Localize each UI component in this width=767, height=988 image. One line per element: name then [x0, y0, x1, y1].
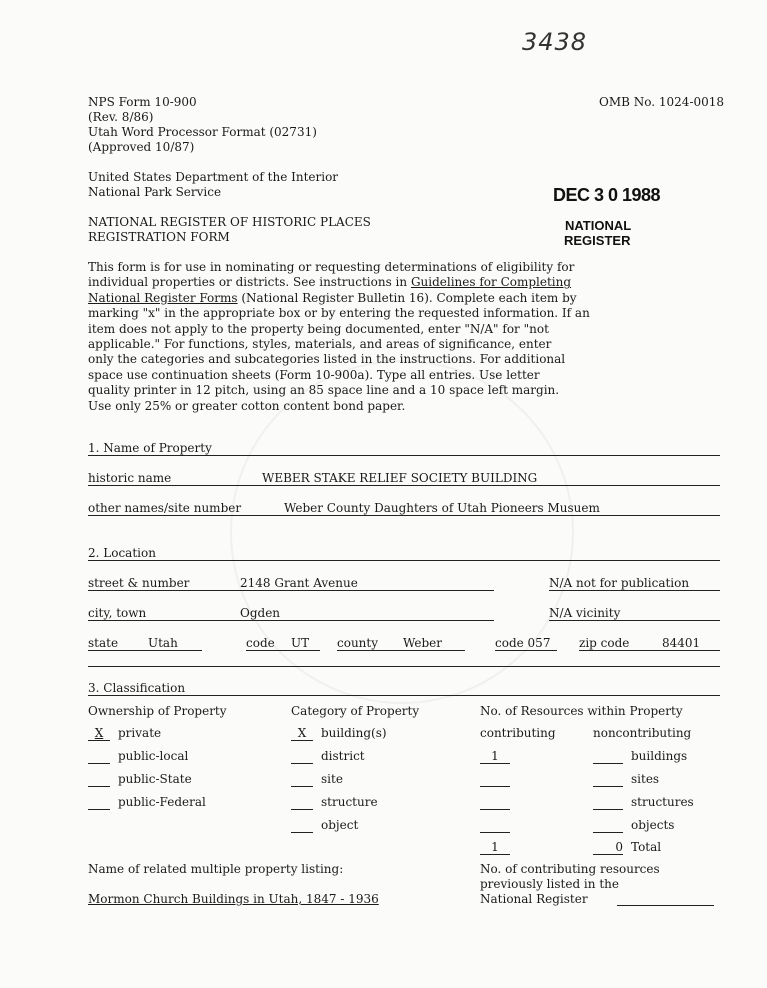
- category-district-label: district: [321, 749, 365, 763]
- checkbox-blank[interactable]: [291, 763, 313, 764]
- other-names-label: other names/site number: [88, 501, 242, 515]
- field-rule: [88, 650, 202, 651]
- field-rule: [88, 515, 720, 516]
- instructions-line: marking "x" in the appropriate box or by entering the requested information. If an: [88, 306, 590, 321]
- count-underline[interactable]: [480, 786, 510, 787]
- checkbox-blank[interactable]: [291, 809, 313, 810]
- count-underline: [593, 854, 623, 855]
- section3-heading: 3. Classification: [88, 681, 186, 695]
- instructions-line: quality printer in 12 pitch, using an 85 space line and a 10 space left margin.: [88, 383, 560, 398]
- guidelines-title-part1: Guidelines for Completing: [410, 275, 572, 290]
- checkbox-mark: X: [297, 726, 307, 740]
- other-names-value[interactable]: Weber County Daughters of Utah Pioneers Musuem: [284, 501, 600, 515]
- field-rule: [88, 620, 494, 621]
- category-site-label: site: [321, 772, 343, 786]
- category-structure-label: structure: [321, 795, 378, 809]
- field-rule: [246, 650, 320, 651]
- field-rule: [549, 620, 720, 621]
- county-code[interactable]: code 057: [495, 636, 551, 650]
- count-underline[interactable]: [593, 763, 623, 764]
- multiple-property-value[interactable]: Mormon Church Buildings in Utah, 1847 - 1936: [88, 892, 379, 906]
- ownership-public-federal-label: public-Federal: [118, 795, 206, 809]
- field-rule: [337, 650, 465, 651]
- state-code-value[interactable]: UT: [291, 636, 310, 650]
- checkbox-underline: [88, 740, 110, 741]
- form-format: Utah Word Processor Format (02731): [88, 125, 317, 139]
- checkbox-blank[interactable]: [291, 832, 313, 833]
- handwritten-number: 3438: [522, 28, 588, 56]
- checkbox-blank[interactable]: [88, 763, 110, 764]
- ownership-private-checkbox[interactable]: [88, 726, 110, 741]
- count-underline[interactable]: [480, 832, 510, 833]
- count-underline[interactable]: [593, 832, 623, 833]
- instructions-line: Use only 25% or greater cotton content bond paper.: [88, 398, 406, 413]
- instructions-text: individual properties or districts. See instructions in: [88, 275, 411, 290]
- agency-department: United States Department of the Interior: [88, 170, 339, 184]
- stamp-national: NATIONAL: [565, 218, 632, 233]
- total-noncontributing[interactable]: 0: [615, 840, 623, 854]
- checkbox-blank[interactable]: [291, 786, 313, 787]
- ownership-public-state-label: public-State: [118, 772, 192, 786]
- checkbox-underline: [291, 740, 313, 741]
- street-label: street & number: [88, 576, 190, 590]
- resources-header: No. of Resources within Property: [480, 704, 683, 718]
- state-code-label: code: [246, 636, 275, 650]
- instructions-line: [88, 291, 728, 306]
- field-rule: [88, 485, 720, 486]
- previously-listed-line3: National Register: [480, 892, 588, 906]
- field-rule: [549, 590, 720, 591]
- previously-listed-field[interactable]: [617, 905, 714, 906]
- register-title: NATIONAL REGISTER OF HISTORIC PLACES: [88, 215, 371, 229]
- section2-heading: 2. Location: [88, 546, 156, 560]
- previously-listed-line1: No. of contributing resources: [480, 862, 660, 876]
- instructions-line: [88, 275, 728, 290]
- section-rule: [88, 560, 720, 561]
- state-value[interactable]: Utah: [148, 636, 178, 650]
- category-object-label: object: [321, 818, 359, 832]
- count-underline[interactable]: [593, 786, 623, 787]
- objects-label: objects: [631, 818, 675, 832]
- instructions-line: item does not apply to the property being documented, enter "N/A" for "not: [88, 321, 549, 336]
- checkbox-blank[interactable]: [88, 786, 110, 787]
- zip-value[interactable]: 84401: [662, 636, 701, 650]
- previously-listed-line2: previously listed in the: [480, 877, 619, 891]
- county-label: county: [337, 636, 379, 650]
- received-date-stamp: DEC 3 0 1988: [553, 185, 661, 205]
- field-rule: [495, 650, 557, 651]
- instructions-paragraph: [88, 260, 728, 414]
- sites-label: sites: [631, 772, 660, 786]
- instructions-line: applicable." For functions, styles, materials, and areas of significance, enter: [88, 337, 552, 352]
- not-for-publication[interactable]: N/A not for publication: [549, 576, 690, 590]
- checkbox-blank[interactable]: [88, 809, 110, 810]
- zip-label: zip code: [579, 636, 630, 650]
- instructions-line: space use continuation sheets (Form 10-900a). Type all entries. Use letter: [88, 367, 540, 382]
- field-rule: [88, 666, 720, 667]
- historic-name-value[interactable]: WEBER STAKE RELIEF SOCIETY BUILDING: [262, 471, 538, 485]
- ownership-header: Ownership of Property: [88, 704, 227, 718]
- city-label: city, town: [88, 606, 147, 620]
- form-number: NPS Form 10-900: [88, 95, 197, 109]
- category-building-checkbox[interactable]: [291, 726, 313, 741]
- category-building-label: building(s): [321, 726, 387, 740]
- count-underline[interactable]: [480, 809, 510, 810]
- state-label: state: [88, 636, 119, 650]
- form-approved: (Approved 10/87): [88, 140, 195, 154]
- total-contributing[interactable]: 1: [491, 840, 499, 854]
- stamp-register: REGISTER: [564, 233, 631, 248]
- noncontributing-header: noncontributing: [593, 726, 692, 740]
- vicinity[interactable]: N/A vicinity: [549, 606, 621, 620]
- street-value[interactable]: 2148 Grant Avenue: [240, 576, 358, 590]
- multiple-property-label: Name of related multiple property listing:: [88, 862, 344, 876]
- ownership-public-local-label: public-local: [118, 749, 189, 763]
- instructions-text: (National Register Bulletin 16). Complete each item by: [237, 290, 577, 305]
- category-header: Category of Property: [291, 704, 420, 718]
- registration-form-title: REGISTRATION FORM: [88, 230, 230, 244]
- section-rule: [88, 695, 720, 696]
- structures-label: structures: [631, 795, 694, 809]
- total-label: Total: [631, 840, 662, 854]
- count-underline: [480, 854, 510, 855]
- city-value[interactable]: Ogden: [240, 606, 281, 620]
- instructions-line: only the categories and subcategories listed in the instructions. For additional: [88, 352, 566, 367]
- form-revision: (Rev. 8/86): [88, 110, 154, 124]
- county-value[interactable]: Weber: [403, 636, 442, 650]
- field-rule: [579, 650, 720, 651]
- checkbox-mark: X: [94, 726, 104, 740]
- instructions-line: This form is for use in nominating or requesting determinations of eligibility for: [88, 260, 575, 274]
- omb-number: OMB No. 1024-0018: [599, 95, 725, 109]
- buildings-label: buildings: [631, 749, 688, 763]
- section1-heading: 1. Name of Property: [88, 441, 212, 455]
- section-rule: [88, 455, 720, 456]
- field-rule: [88, 590, 494, 591]
- count-underline: [480, 763, 510, 764]
- contributing-header: contributing: [480, 726, 556, 740]
- agency-service: National Park Service: [88, 185, 222, 199]
- count-underline[interactable]: [593, 809, 623, 810]
- buildings-contributing[interactable]: 1: [491, 749, 499, 763]
- guidelines-title-part2: National Register Forms: [88, 290, 238, 305]
- historic-name-label: historic name: [88, 471, 172, 485]
- ownership-private-label: private: [118, 726, 162, 740]
